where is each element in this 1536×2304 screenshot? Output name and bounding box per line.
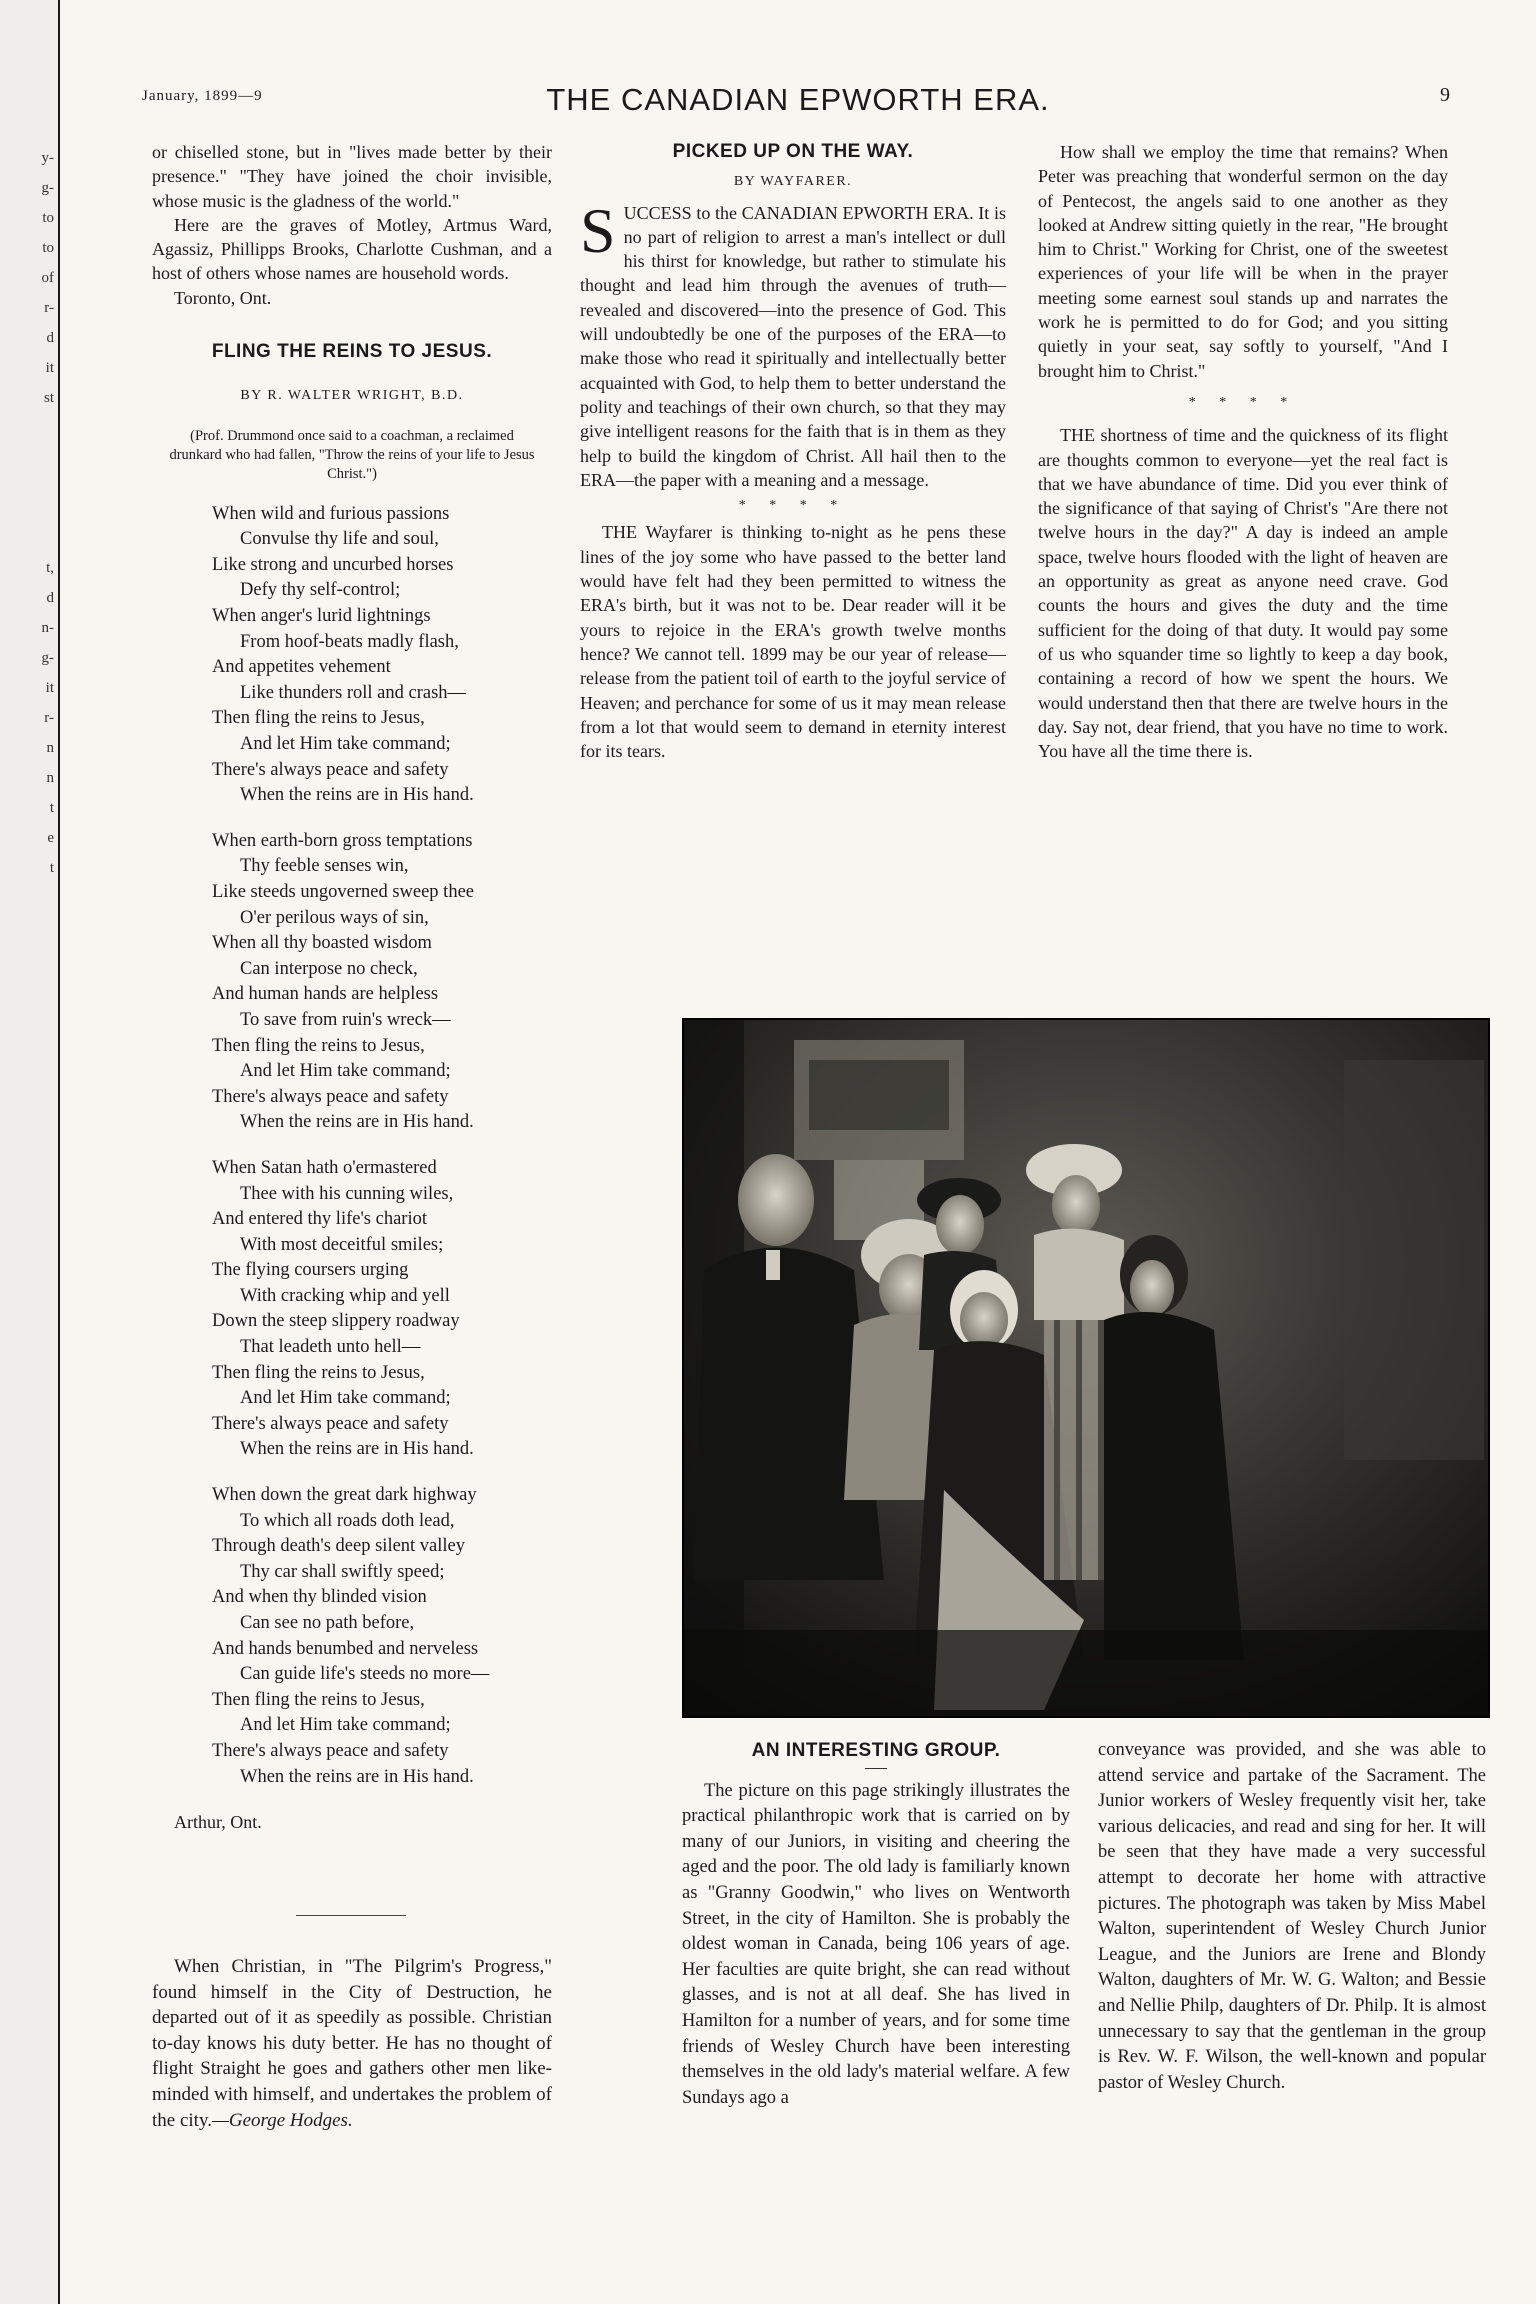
title-rule xyxy=(865,1768,887,1769)
previous-page-edge xyxy=(0,0,60,2304)
dateline: Toronto, Ont. xyxy=(174,287,272,308)
edge-text-fragment: g- xyxy=(41,180,54,196)
section-divider xyxy=(296,1915,406,1916)
poem-line: Then fling the reins to Jesus, xyxy=(212,1689,425,1710)
edge-text-fragment: n- xyxy=(41,620,54,636)
edge-text-fragment: to xyxy=(42,210,54,226)
poem-line: Through death's deep silent valley xyxy=(212,1536,466,1557)
poem-line: When the reins are in His hand. xyxy=(240,1112,474,1133)
poem-line: Thee with his cunning wiles, xyxy=(240,1183,454,1204)
poem-line: There's always peace and safety xyxy=(212,1413,449,1434)
article-paragraph: SUCCESS to the CANADIAN EPWORTH ERA. It is no part of religion to arrest a man's intellect or dull his thirst for knowledge, but rather to stimulate his thought and lead him through the avenues of truth—revealed and discovered—into the presence of God. This will undoubtedly be one of the purposes of the ERA—to make those who read it spiritually and intellectually better acquainted with God, to help them to better understand the polity and teachings of their own church, so that they may give intelligent reasons for the faith that is in them as they help to build the kingdom of Christ. All hail then to the ERA—the paper with a meaning and a message. xyxy=(580,194,1006,490)
poem-stanza xyxy=(212,829,552,1136)
article-title: PICKED UP ON THE WAY. xyxy=(672,141,914,162)
poem-line: Thy car shall swiftly speed; xyxy=(240,1561,445,1582)
edge-text-fragment: t xyxy=(49,860,54,876)
poem-line: O'er perilous ways of sin, xyxy=(240,907,429,928)
poem-line: And when thy blinded vision xyxy=(212,1587,427,1608)
poem-line: When all thy boasted wisdom xyxy=(212,933,432,954)
edge-text-fragment: e xyxy=(47,830,54,846)
poem-line: And human hands are helpless xyxy=(212,984,439,1005)
poem-line: The flying coursers urging xyxy=(212,1260,409,1281)
column-right xyxy=(1038,140,1448,763)
article-paragraph: THE shortness of time and the quickness of its flight are thoughts common to everyone—yet the real fact is that we have abundance of time. Did you ever think of the significance of that saying of Christ's "Are there not twelve hours in the day?" A day is indeed an ample space, twelve hours flooded with the light of heaven are an opportunity as great as anyone need crave. God counts the hours and gives the duty and the time sufficient for the doing of that duty. It would pay some of us who squander time so lightly to keep a day book, containing a record of how we spent the hours. We would understand then that there are twelve hours in the day. Say not, dear friend, that you have no time to work. You have all the time there is. xyxy=(1038,425,1448,762)
poem-line: With most deceitful smiles; xyxy=(240,1234,444,1255)
article-paragraph: The picture on this page strikingly illustrates the practical philanthropic work that is carried on by many of our Juniors, in visiting and cheering the aged and the poor. The old lady is familiarly known as "Granny Goodwin," who lives on Wentworth Street, in the city of Hamilton. She is probably the oldest woman in Canada, being 106 years of age. Her faculties are quite bright, she can read without glasses, and is not at all deaf. She has lived in Hamilton for a number of years, and for some time friends of Wesley Church have been interesting themselves in the old lady's material welfare. A few Sundays ago a xyxy=(682,1780,1070,2108)
column-middle xyxy=(580,140,1006,763)
edge-text-fragment: to xyxy=(42,240,54,256)
poem-line: And hands benumbed and nerveless xyxy=(212,1638,479,1659)
edge-text-fragment: it xyxy=(45,680,54,696)
poem-line: Then fling the reins to Jesus, xyxy=(212,1362,425,1383)
edge-text-fragment: of xyxy=(41,270,54,286)
poem-line: And let Him take command; xyxy=(240,734,451,755)
edge-text-fragment: t, xyxy=(46,560,54,576)
group-article-column-2 xyxy=(1098,1738,1486,2096)
christian-paragraph: When Christian, in "The Pilgrim's Progress," found himself in the City of Destruction, he departed out of it as speedily as possible. Christian to-day knows his duty better. He has no thought of flight Straight he goes and gathers other men like-minded with himself, and undertakes the problem of the city. xyxy=(152,1956,552,2131)
article-paragraph: How shall we employ the time that remains? When Peter was preaching that wonderful sermon on the day of Pentecost, the angels said to one another as they looked at Andrew sitting quietly in the rear, "He brought him to Christ." Working for Christ, one of the sweetest experiences of your life will be when in the prayer meeting some earnest soul stands up and narrates the work he is permitted to do for God; and you sitting quietly in your seat, say softly to yourself, "And I brought him to Christ." xyxy=(1038,142,1448,381)
poem-line: And appetites vehement xyxy=(212,657,391,678)
article-paragraph: conveyance was provided, and she was able to attend service and partake of the Sacrament. The Junior workers of Wesley frequently visit her, take various delicacies, and read and sing for her. It will be seen that they have made a very successful attempt to decorate her home with attractive pictures. The photograph was taken by Miss Mabel Walton, superintendent of Wesley Church Junior League, and the Juniors are Irene and Blondy Walton, daughters of Mr. W. G. Walton; and Bessie and Nellie Philp, daughters of Dr. Philp. It is almost unnecessary to say that the gentleman in the group is Rev. W. F. Wilson, the well-known and popular pastor of Wesley Church. xyxy=(1098,1740,1486,2093)
drop-cap: S xyxy=(580,194,616,266)
poem-line: There's always peace and safety xyxy=(212,1740,449,1761)
poem-line: There's always peace and safety xyxy=(212,1086,449,1107)
group-article-column-1 xyxy=(682,1738,1070,2111)
poem-line: When earth-born gross temptations xyxy=(212,830,473,851)
issue-date: January, 1899—9 xyxy=(142,88,263,104)
newspaper-page xyxy=(60,0,1536,2304)
article-byline: BY WAYFARER. xyxy=(733,174,853,190)
poem-line: When the reins are in His hand. xyxy=(240,1766,474,1787)
poem-line: That leadeth unto hell— xyxy=(240,1337,421,1358)
poem-line: And let Him take command; xyxy=(240,1388,451,1409)
poem-line: When anger's lurid lightnings xyxy=(212,606,431,627)
poem-line: Like thunders roll and crash— xyxy=(240,682,467,703)
edge-text-fragment: n xyxy=(46,770,54,786)
poem-line: And let Him take command; xyxy=(240,1061,451,1082)
poem-line: And let Him take command; xyxy=(240,1715,451,1736)
page-number: 9 xyxy=(1440,84,1450,106)
intro-paragraph: or chiselled stone, but in "lives made better by their presence." "They have joined the choir invisible, whose music is the gladness of the world." xyxy=(152,142,552,211)
poem-line: Like strong and uncurbed horses xyxy=(212,554,454,575)
poem-note: (Prof. Drummond once said to a coachman, a reclaimed drunkard who had fallen, "Throw the reins of your life to Jesus Christ.") xyxy=(169,427,535,482)
poem-line: When the reins are in His hand. xyxy=(240,1439,474,1460)
poem-line: Defy thy self-control; xyxy=(240,580,401,601)
poem-line: Like steeds ungoverned sweep thee xyxy=(212,881,474,902)
poem xyxy=(212,502,552,1791)
poem-stanza xyxy=(212,1156,552,1463)
poem-line: Can see no path before, xyxy=(240,1613,415,1634)
group-photograph xyxy=(682,1018,1490,1718)
poem-line: From hoof-beats madly flash, xyxy=(240,631,459,652)
poem-line: Thy feeble senses win, xyxy=(240,856,409,877)
poem-line: There's always peace and safety xyxy=(212,759,449,780)
article-title: AN INTERESTING GROUP. xyxy=(751,1740,1001,1761)
poem-line: When wild and furious passions xyxy=(212,503,450,524)
edge-text-fragment: d xyxy=(46,590,54,606)
attribution: —George Hodges. xyxy=(211,2109,353,2131)
poem-line: To which all roads doth lead, xyxy=(240,1510,455,1531)
edge-text-fragment: n xyxy=(46,740,54,756)
edge-text-fragment: t xyxy=(49,800,54,816)
poem-line: When Satan hath o'ermastered xyxy=(212,1157,437,1178)
poem-line: Then fling the reins to Jesus, xyxy=(212,1035,425,1056)
poem-line: Can interpose no check, xyxy=(240,958,418,979)
dateline: Arthur, Ont. xyxy=(174,1812,262,1833)
article-paragraph: THE Wayfarer is thinking to-night as he pens these lines of the joy some who have passed to the better land would have felt had they been permitted to witness the ERA's birth, but it was not to be. Dear reader will it be yours to rejoice in the ERA's growth twelve months hence? We cannot tell. 1899 may be our year of release—release from the patient toil of earth to the joyful service of Heaven; and perchance for some of us it may mean release from a lot that would seem to demand in eternity interest for its tears. xyxy=(580,522,1006,762)
poem-line: With cracking whip and yell xyxy=(240,1285,450,1306)
poem-title: FLING THE REINS TO JESUS. xyxy=(211,341,493,363)
edge-text-fragment: d xyxy=(46,330,54,346)
edge-text-fragment: st xyxy=(43,390,54,406)
edge-text-fragment: it xyxy=(45,360,54,376)
edge-text-fragment: g- xyxy=(41,650,54,666)
column-left xyxy=(152,140,552,1834)
edge-text-fragment: r- xyxy=(44,300,54,316)
poem-line: Then fling the reins to Jesus, xyxy=(212,708,425,729)
poem-line: When down the great dark highway xyxy=(212,1485,477,1506)
poem-stanza xyxy=(212,1483,552,1790)
section-stars: * * * * xyxy=(1188,394,1298,410)
edge-text-fragment: r- xyxy=(44,710,54,726)
poem-line: When the reins are in His hand. xyxy=(240,785,474,806)
pilgrims-progress-item xyxy=(152,1954,552,2133)
masthead xyxy=(60,82,1536,122)
section-stars: * * * * xyxy=(738,498,848,514)
edge-text-fragment: y- xyxy=(41,150,54,166)
poem-byline: BY R. WALTER WRIGHT, B.D. xyxy=(240,388,464,404)
poem-line: Can guide life's steeds no more— xyxy=(240,1664,490,1685)
poem-line: Down the steep slippery roadway xyxy=(212,1311,460,1332)
poem-line: To save from ruin's wreck— xyxy=(240,1009,451,1030)
intro-paragraph: Here are the graves of Motley, Artmus Ward, Agassiz, Phillipps Brooks, Charlotte Cushman, and a host of others whose names are household words. xyxy=(152,214,552,284)
poem-line: Convulse thy life and soul, xyxy=(240,529,439,550)
publication-title: THE CANADIAN EPWORTH ERA. xyxy=(546,82,1050,117)
poem-line: And entered thy life's chariot xyxy=(212,1209,427,1230)
poem-stanza xyxy=(212,502,552,809)
